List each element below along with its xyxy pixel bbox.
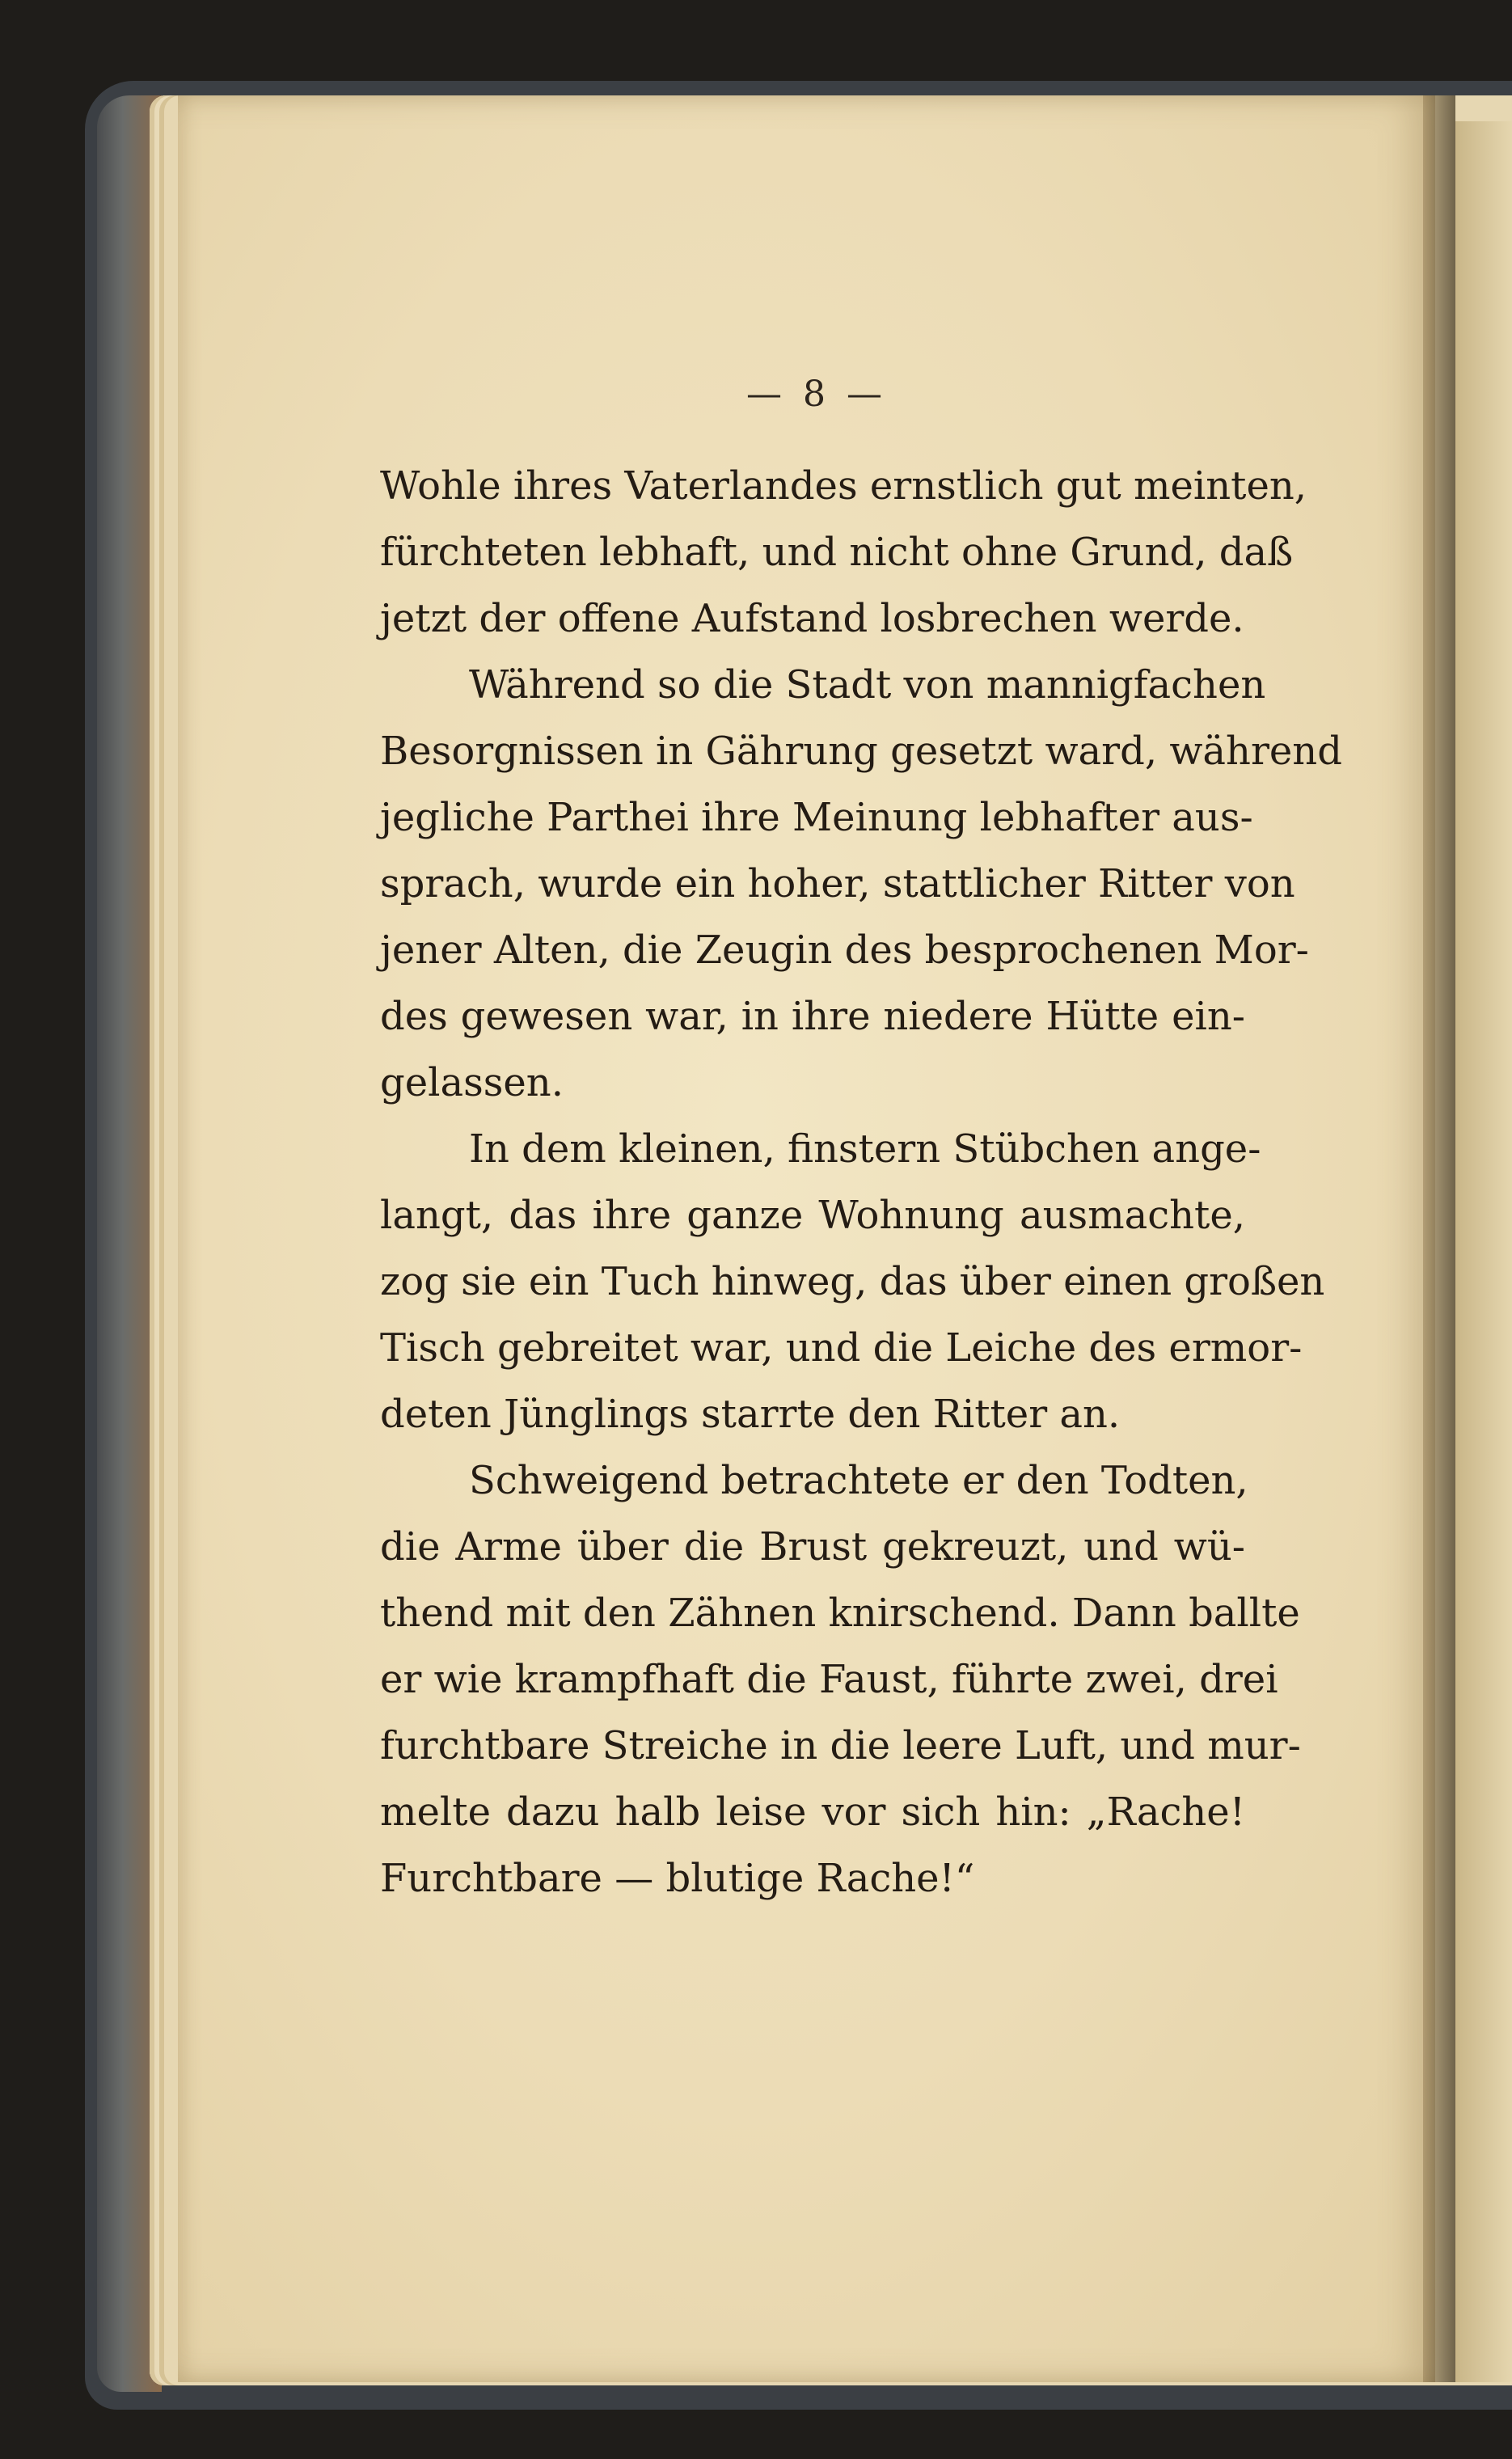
text-line: In dem kleinen, finstern Stübchen ange- bbox=[469, 1126, 1261, 1172]
text-line: die Arme über die Brust gekreuzt, und wü- bbox=[380, 1524, 1245, 1570]
text-line: jetzt der offene Aufstand losbrechen werde. bbox=[380, 596, 1244, 641]
text-line: zog sie ein Tuch hinweg, das über einen großen bbox=[380, 1259, 1325, 1304]
text-line: furchtbare Streiche in die leere Luft, und mur- bbox=[380, 1723, 1301, 1768]
text-line: Wohle ihres Vaterlandes ernstlich gut meinten, bbox=[380, 463, 1307, 509]
facing-page-edge bbox=[1455, 121, 1512, 2382]
text-line: Besorgnissen in Gährung gesetzt ward, während bbox=[380, 729, 1342, 774]
page-header: — 8 — bbox=[746, 374, 887, 415]
text-line: fürchteten lebhaft, und nicht ohne Grund, daß bbox=[380, 530, 1294, 575]
text-line: Während so die Stadt von mannigfachen bbox=[469, 662, 1266, 708]
body-text bbox=[380, 453, 1342, 1912]
text-line: des gewesen war, in ihre niedere Hütte ein- bbox=[380, 994, 1245, 1039]
text-line: gelassen. bbox=[380, 1060, 564, 1105]
text-line: melte dazu halb leise vor sich hin: „Rache! bbox=[380, 1789, 1245, 1835]
page-gutter bbox=[1423, 95, 1455, 2382]
text-line: Tisch gebreitet war, und die Leiche des ermor- bbox=[380, 1325, 1303, 1371]
text-line: langt, das ihre ganze Wohnung ausmachte, bbox=[380, 1193, 1245, 1238]
text-line: thend mit den Zähnen knirschend. Dann ballte bbox=[380, 1591, 1300, 1636]
text-line: jener Alten, die Zeugin des besprochenen Mor- bbox=[380, 927, 1309, 973]
text-line: deten Jünglings starrte den Ritter an. bbox=[380, 1392, 1121, 1437]
text-line: er wie krampfhaft die Faust, führte zwei, drei bbox=[380, 1657, 1278, 1702]
text-line: Schweigend betrachtete er den Todten, bbox=[469, 1458, 1248, 1503]
text-line: sprach, wurde ein hoher, stattlicher Ritter von bbox=[380, 861, 1295, 906]
text-line: jegliche Parthei ihre Meinung lebhafter aus- bbox=[380, 795, 1253, 840]
text-line: Furchtbare — blutige Rache!“ bbox=[380, 1856, 975, 1901]
